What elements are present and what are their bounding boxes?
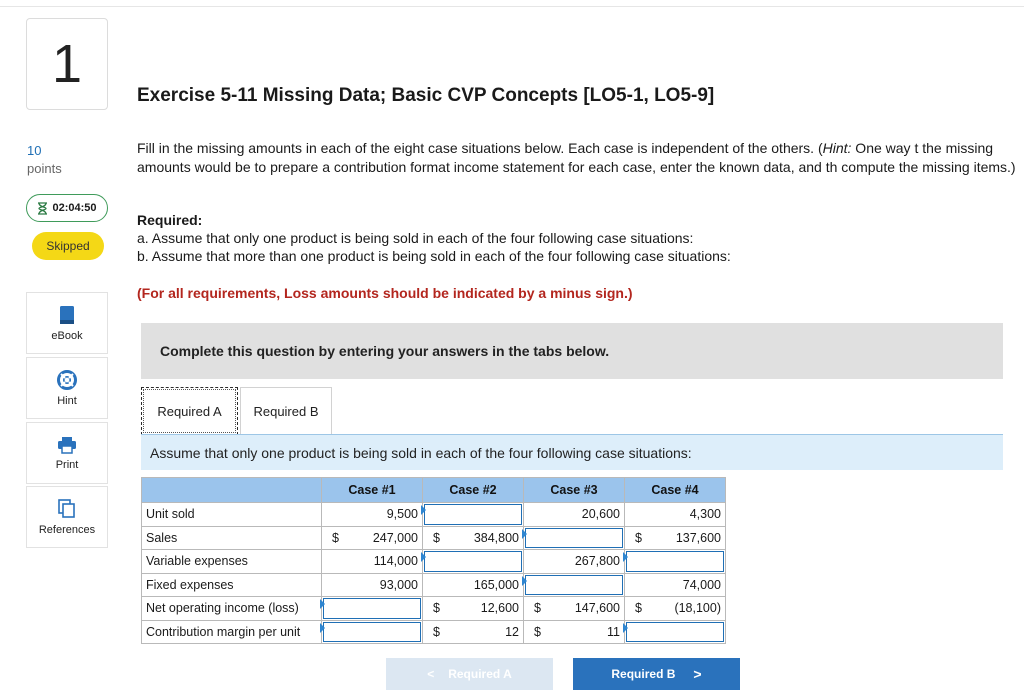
answer-input-box[interactable] bbox=[626, 551, 724, 572]
input-flag-icon bbox=[421, 552, 426, 562]
header-case-2: Case #2 bbox=[423, 478, 524, 503]
hint-word: Hint: bbox=[822, 140, 852, 156]
points-label: points bbox=[27, 161, 62, 176]
print-label: Print bbox=[55, 458, 79, 471]
table-cell bbox=[423, 526, 524, 550]
table-row bbox=[142, 620, 726, 644]
currency-symbol: $ bbox=[433, 624, 440, 639]
print-button[interactable] bbox=[26, 422, 108, 484]
cell-value: 11 bbox=[607, 624, 620, 639]
answer-input-box[interactable] bbox=[525, 528, 623, 549]
chevron-left-icon: < bbox=[427, 667, 435, 681]
next-button-label: Required B bbox=[611, 667, 676, 681]
table-cell bbox=[625, 597, 726, 621]
table-cell bbox=[322, 573, 423, 597]
timer-value: 02:04:50 bbox=[52, 202, 97, 214]
answer-input-box[interactable] bbox=[626, 622, 724, 643]
row-label: Fixed expenses bbox=[142, 573, 322, 597]
hint-button[interactable] bbox=[26, 357, 108, 419]
table-cell bbox=[423, 597, 524, 621]
answer-input-box[interactable] bbox=[323, 622, 421, 643]
table-cell bbox=[524, 620, 625, 644]
answer-input[interactable] bbox=[322, 597, 423, 621]
currency-symbol: $ bbox=[332, 530, 339, 545]
references-button[interactable] bbox=[26, 486, 108, 548]
requirement-a: a. Assume that only one product is being sold in each of the four following case situations: bbox=[137, 230, 694, 246]
cell-value: 147,600 bbox=[574, 601, 620, 616]
prev-button[interactable] bbox=[386, 658, 553, 690]
currency-symbol: $ bbox=[635, 601, 642, 616]
answer-input[interactable] bbox=[423, 550, 524, 574]
answer-input-box[interactable] bbox=[424, 504, 522, 525]
input-flag-icon bbox=[623, 552, 628, 562]
complete-banner: Complete this question by entering your answers in the tabs below. bbox=[141, 323, 1003, 379]
tab-required-a[interactable]: Required A bbox=[141, 387, 238, 435]
table-row bbox=[142, 597, 726, 621]
header-case-1: Case #1 bbox=[322, 478, 423, 503]
prev-button-label: Required A bbox=[448, 667, 512, 681]
input-flag-icon bbox=[522, 576, 527, 586]
question-number: 1 bbox=[26, 18, 108, 110]
answer-input[interactable] bbox=[524, 573, 625, 597]
references-icon bbox=[58, 499, 76, 519]
answer-input[interactable] bbox=[524, 526, 625, 550]
cell-value: (18,100) bbox=[674, 601, 721, 616]
points-box bbox=[27, 142, 62, 178]
table-cell bbox=[322, 503, 423, 527]
table-cell bbox=[322, 526, 423, 550]
table-row bbox=[142, 550, 726, 574]
cell-value: 114,000 bbox=[373, 554, 418, 569]
answer-input[interactable] bbox=[625, 550, 726, 574]
row-label: Contribution margin per unit bbox=[142, 620, 322, 644]
currency-symbol: $ bbox=[534, 601, 541, 616]
cell-value: 20,600 bbox=[581, 507, 620, 522]
references-label: References bbox=[38, 523, 96, 536]
table-cell bbox=[625, 573, 726, 597]
input-flag-icon bbox=[623, 623, 628, 633]
cell-value: 137,600 bbox=[675, 530, 721, 545]
cell-value: 9,500 bbox=[386, 507, 418, 522]
table-cell bbox=[524, 550, 625, 574]
cell-value: 384,800 bbox=[473, 530, 519, 545]
requirements bbox=[137, 211, 731, 265]
answer-input[interactable] bbox=[625, 620, 726, 644]
cell-value: 12 bbox=[505, 624, 519, 639]
points-value: 10 bbox=[27, 143, 42, 158]
answer-input-box[interactable] bbox=[424, 551, 522, 572]
input-flag-icon bbox=[320, 623, 325, 633]
table-cell bbox=[524, 503, 625, 527]
table-cell bbox=[423, 573, 524, 597]
header-blank bbox=[142, 478, 322, 503]
tab-required-b[interactable]: Required B bbox=[240, 387, 332, 435]
cell-value: 93,000 bbox=[379, 577, 418, 592]
ebook-label: eBook bbox=[51, 329, 83, 342]
cell-value: 247,000 bbox=[372, 530, 418, 545]
table-header-row bbox=[142, 478, 726, 503]
cell-value: 74,000 bbox=[682, 577, 721, 592]
instructions-text: Fill in the missing amounts in each of the eight case situations below. Each case is independent of the others. (Hint: One way t the missing amounts would be to prepare a contribution format income statement for each case, enter the known data, and th compute the missing items.) bbox=[137, 140, 1016, 175]
next-button[interactable] bbox=[573, 658, 740, 690]
timer[interactable] bbox=[26, 194, 108, 222]
row-label: Net operating income (loss) bbox=[142, 597, 322, 621]
row-label: Sales bbox=[142, 526, 322, 550]
ebook-icon bbox=[58, 305, 76, 325]
ebook-button[interactable] bbox=[26, 292, 108, 354]
row-label: Unit sold bbox=[142, 503, 322, 527]
cell-value: 12,600 bbox=[480, 601, 519, 616]
print-icon bbox=[57, 436, 77, 454]
input-flag-icon bbox=[522, 529, 527, 539]
cell-value: 165,000 bbox=[473, 577, 519, 592]
header-case-3: Case #3 bbox=[524, 478, 625, 503]
cell-value: 4,300 bbox=[689, 507, 721, 522]
exercise-title: Exercise 5-11 Missing Data; Basic CVP Concepts [LO5-1, LO5-9] bbox=[137, 85, 715, 106]
table-cell bbox=[625, 526, 726, 550]
cell-value: 267,800 bbox=[574, 554, 620, 569]
currency-symbol: $ bbox=[433, 601, 440, 616]
header-case-4: Case #4 bbox=[625, 478, 726, 503]
requirement-b: b. Assume that more than one product is being sold in each of the four following case situations: bbox=[137, 248, 731, 264]
currency-symbol: $ bbox=[433, 530, 440, 545]
top-divider bbox=[0, 6, 1024, 7]
input-flag-icon bbox=[320, 599, 325, 609]
table-cell bbox=[524, 597, 625, 621]
loss-warning: (For all requirements, Loss amounts should be indicated by a minus sign.) bbox=[137, 285, 633, 301]
currency-symbol: $ bbox=[534, 624, 541, 639]
answer-input-box[interactable] bbox=[323, 598, 421, 619]
cvp-table bbox=[141, 477, 726, 644]
tab-instruction: Assume that only one product is being sold in each of the four following case situations: bbox=[141, 435, 1003, 470]
hourglass-icon bbox=[37, 202, 48, 215]
hint-icon bbox=[57, 370, 77, 390]
input-flag-icon bbox=[421, 505, 426, 515]
table-row bbox=[142, 503, 726, 527]
currency-symbol: $ bbox=[635, 530, 642, 545]
answer-input-box[interactable] bbox=[525, 575, 623, 596]
answer-input[interactable] bbox=[423, 503, 524, 527]
required-heading: Required: bbox=[137, 212, 203, 228]
row-label: Variable expenses bbox=[142, 550, 322, 574]
table-cell bbox=[322, 550, 423, 574]
table-row bbox=[142, 573, 726, 597]
table-row bbox=[142, 526, 726, 550]
chevron-right-icon: > bbox=[693, 666, 702, 682]
answer-input[interactable] bbox=[322, 620, 423, 644]
table-cell bbox=[625, 503, 726, 527]
status-badge: Skipped bbox=[32, 232, 104, 260]
table-cell bbox=[423, 620, 524, 644]
hint-label: Hint bbox=[57, 394, 77, 407]
